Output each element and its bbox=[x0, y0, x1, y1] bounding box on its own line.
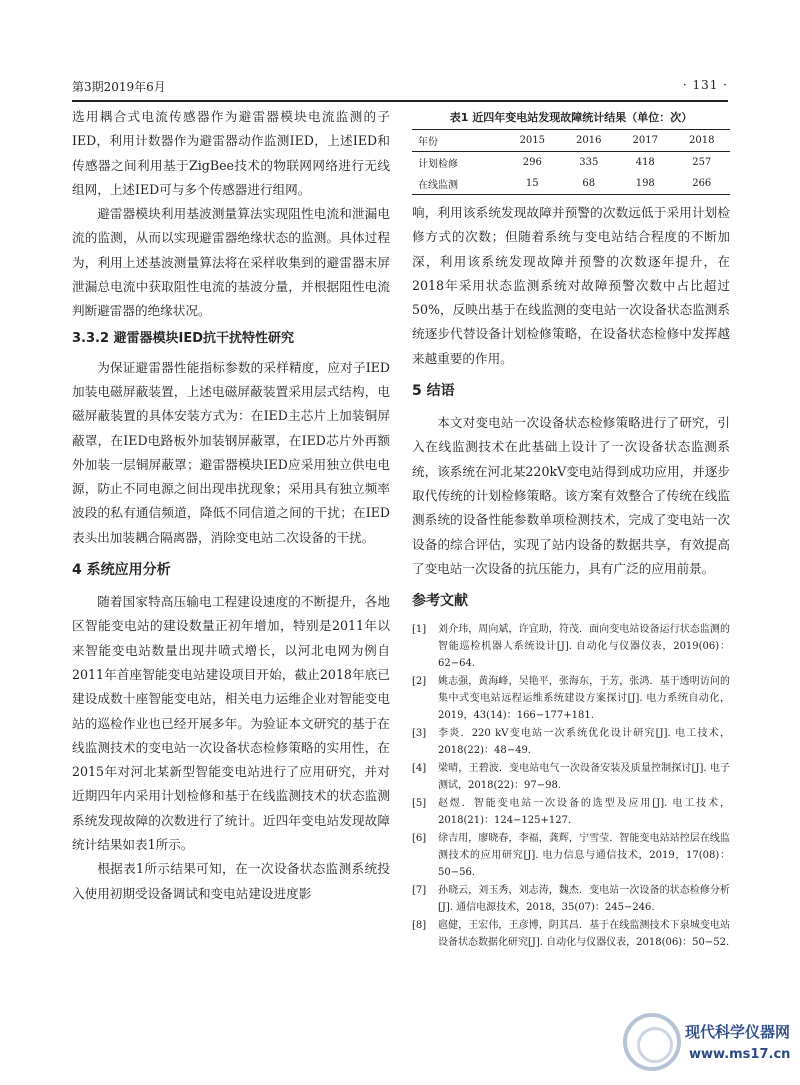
reference-text: 姚志强，黄海峰，吴艳平，张海东，于芳，张鸿．基于透明访问的集中式变电站远程运维系统建设方案探讨[J]. 电力系统自动化，2019，43(14)：166−177+181. bbox=[438, 676, 730, 722]
subsection-heading: 3.3.2 避雷器模块IED抗干扰特性研究 bbox=[72, 330, 295, 346]
reference-text: 李炎．220 kV变电站一次系统优化设计研究[J]. 电工技术，2018(22)：48−49. bbox=[438, 728, 730, 757]
running-header bbox=[72, 78, 728, 98]
issue-label: 第3期2019年6月 bbox=[72, 80, 166, 94]
reference-number: [8] bbox=[412, 920, 427, 932]
reference-text: 刘介玮，周向斌，许宜助，符茂．面向变电站设备运行状态监测的智能巡检机器人系统设计[J]. 自动化与仪器仪表，2019(06)：62−64. bbox=[438, 624, 730, 670]
reference-list bbox=[412, 621, 730, 951]
paragraph: 响，利用该系统发现故障并预警的次数远低于采用计划检修方式的次数；但随着系统与变电站结合程度的不断加深，利用该系统发现故障并预警的次数逐年提升，在2018年采用状态监测系统对故障预警次数中占比超过50%，反映出基于在线监测的变电站一次设备状态监测系统逐步代替设备计划检修策略，在设备状态检修中发挥越来越重要的作用。 bbox=[412, 205, 730, 366]
reference-item bbox=[412, 725, 730, 759]
paragraph: 选用耦合式电流传感器作为避雷器模块电流监测的子IED，利用计数器作为避雷器动作监测IED，上述IED和传感器之间利用基于ZigBee技术的物联网网络进行无线组网，上述IED可与多个传感器进行组网。 bbox=[72, 109, 390, 197]
reference-text: 赵煜．智能变电站一次设备的选型及应用[J]. 电工技术，2018(21)：124−125+127. bbox=[438, 798, 730, 827]
table-cell: 266 bbox=[692, 178, 712, 189]
section-heading: 5 结语 bbox=[412, 383, 455, 400]
paragraph: 随着国家特高压输电工程建设速度的不断提升，各地区智能变电站的建设数量正初年增加，特别是2011年以来智能变电站数量出现井喷式增长，以河北电网为例自2011年首座智能变电站建设项目开始，截止2018年底已建设成数十座智能变电站，相关电力运维企业对智能变电站的巡检作业也已经开展多年。为验证本文研究的基于在线监测技术的变电站一次设备状态检修策略的实用性，在2015年对河北某新型智能变电站进行了应用研究，并对近期四年内采用计划检修和基于在线监测技术的状态监测系统发现故障的次数进行了统计。近四年变电站发现故障统计结果如表1所示。 bbox=[72, 594, 390, 853]
table-cell: 计划检修 bbox=[418, 159, 458, 170]
paragraph: 本文对变电站一次设备状态检修策略进行了研究，引入在线监测技术在此基础上设计了一次设备状态监测系统，该系统在河北某220kV变电站得到成功应用，并逐步取代传统的计划检修策略。该方案有效整合了传统在线监测系统的设备性能参数单项检测技术，完成了变电站一次设备的综合评估，实现了站内设备的数据共享，有效提高了变电站一次设备的抗压能力，具有广泛的应用前景。 bbox=[412, 415, 730, 576]
paragraph: 避雷器模块利用基波测量算法实现阻性电流和泄漏电流的监测，从而以实现避雷器绝缘状态的监测。具体过程为，利用上述基波测量算法将在采样收集到的避雷器末屏泄漏总电流中获取阻性电流的基波分量，并根据阻性电流判断避雷器的绝缘状况。 bbox=[72, 206, 390, 319]
reference-text: 徐吉用，廖晓春，李福，龚辉，宁雪莹．智能变电站站控层在线监测技术的应用研究[J]. 电力信息与通信技术，2019，17(08)：50−56. bbox=[438, 833, 730, 879]
reference-item bbox=[412, 917, 730, 951]
table-cell: 418 bbox=[635, 157, 655, 168]
reference-number: [4] bbox=[412, 763, 427, 775]
right-column bbox=[412, 105, 730, 952]
table-header-row bbox=[412, 130, 730, 152]
reference-item bbox=[412, 882, 730, 916]
table-row bbox=[412, 173, 730, 195]
references-heading: 参考文献 bbox=[412, 593, 468, 610]
left-column bbox=[72, 105, 390, 906]
reference-item bbox=[412, 760, 730, 794]
reference-number: [6] bbox=[412, 833, 427, 845]
site-watermark bbox=[623, 1007, 791, 1077]
watermark-logo-icon bbox=[623, 1013, 681, 1071]
table-header-cell: 2015 bbox=[519, 135, 546, 146]
table-header-cell: 2018 bbox=[689, 135, 715, 146]
reference-item bbox=[412, 795, 730, 829]
table-header-cell: 年份 bbox=[418, 137, 438, 148]
header-rule bbox=[72, 100, 728, 102]
section-heading: 4 系统应用分析 bbox=[72, 562, 171, 579]
table-header-cell: 2016 bbox=[576, 135, 602, 146]
reference-item bbox=[412, 830, 730, 881]
reference-number: [1] bbox=[412, 624, 427, 636]
reference-number: [2] bbox=[412, 676, 427, 688]
table-cell: 68 bbox=[582, 178, 596, 189]
fault-statistics-table bbox=[412, 129, 730, 195]
table-cell: 296 bbox=[522, 157, 542, 168]
page-number: · 131 · bbox=[682, 78, 728, 92]
paragraph: 为保证避雷器性能指标参数的采样精度，应对子IED加装电磁屏蔽装置，上述电磁屏蔽装置采用层式结构，电磁屏蔽装置的具体安装方式为：在IED主芯片上加装铜屏蔽罩，在IED电路板外加装钢屏蔽罩，在IED芯片外再额外加装一层铜屏蔽罩；避雷器模块IED应采用独立供电电源，防止不同电源之间出现串扰现象；采用具有独立频率波段的私有通信频道，降低不同信道之间的干扰；在IED表头出加装耦合隔离器，消除变电站二次设备的干扰。 bbox=[72, 359, 390, 545]
table-cell: 335 bbox=[579, 157, 599, 168]
reference-text: 孙晓云，刘玉秀，刘志涛，魏杰．变电站一次设备的状态检修分析[J]. 通信电源技术，2018，35(07)：245−246. bbox=[438, 885, 730, 914]
table-cell: 在线监测 bbox=[418, 180, 458, 191]
reference-item bbox=[412, 621, 730, 672]
table-caption: 表1 近四年变电站发现故障统计结果（单位：次） bbox=[449, 111, 693, 124]
table-row bbox=[412, 152, 730, 174]
reference-text: 梁晴，王碧波．变电站电气一次设备安装及质量控制探讨[J]. 电子测试，2018(22)：97−98. bbox=[438, 763, 730, 792]
watermark-name: 现代科学仪器网 bbox=[685, 1023, 791, 1041]
table-cell: 15 bbox=[525, 178, 539, 189]
table-header-cell: 2017 bbox=[632, 135, 658, 146]
reference-number: [7] bbox=[412, 885, 427, 897]
table-cell: 257 bbox=[692, 157, 712, 168]
paragraph: 根据表1所示结果可知，在一次设备状态监测系统投入使用初期受设备调试和变电站建设进度影 bbox=[72, 861, 390, 901]
watermark-url: www.ms17.cn bbox=[689, 1047, 791, 1062]
table-cell: 198 bbox=[635, 178, 655, 189]
reference-item bbox=[412, 673, 730, 724]
reference-text: 扈健，王宏伟，王彦博，阴其昌．基于在线监测技术下泉城变电站设备状态数据化研究[J]. 自动化与仪器仪表，2018(06)：50−52. bbox=[438, 920, 730, 949]
reference-number: [5] bbox=[412, 798, 427, 810]
reference-number: [3] bbox=[412, 728, 427, 740]
